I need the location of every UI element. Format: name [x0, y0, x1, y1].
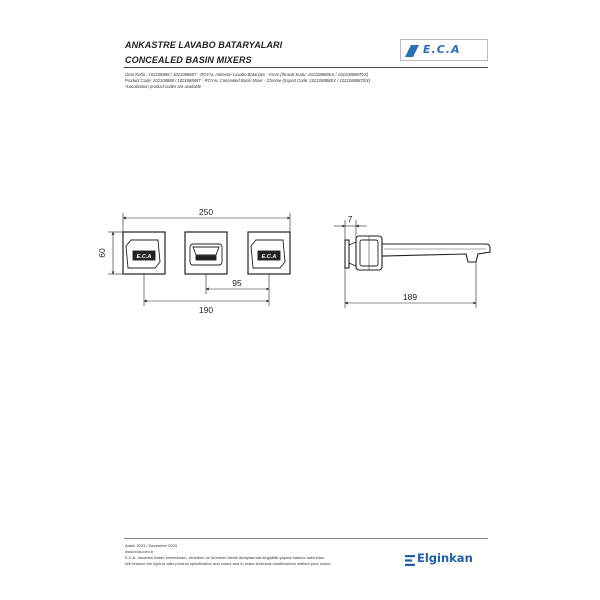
dim-250: 250	[198, 207, 214, 217]
footer-divider	[124, 538, 488, 539]
footer-website: www.eca.com.tr	[125, 549, 154, 554]
dim-95: 95	[232, 278, 242, 288]
elginkan-text: Elginkan	[417, 551, 473, 565]
elginkan-mark	[405, 553, 415, 564]
dim-60: 60	[97, 248, 107, 258]
left-handle-logo: E.C.A	[136, 254, 152, 260]
dim-190: 190	[198, 305, 214, 315]
side-wall-plate	[345, 240, 349, 268]
elginkan-logo	[405, 551, 489, 567]
page-title-tr: ANKASTRE LAVABO BATARYALARI	[125, 40, 283, 50]
spout	[382, 244, 490, 262]
dim-7: 7	[347, 214, 353, 224]
right-handle-logo: E.C.A	[261, 254, 277, 260]
footer-note-en: We reserve the right to alter product specification and colors and to make technical modifications without prior notice.	[125, 561, 332, 566]
dim-189: 189	[402, 292, 418, 302]
footer-note-tr: E.C.A. önceden haber vermeksizin, ürünlerin ve ürünlerin teknik detaylarında değişiklik yapma hakkını saklı tutar.	[125, 555, 325, 560]
footer-date: Aralık 2023 / December 2023	[125, 543, 178, 548]
product-code-en: Product Code: 102108888 / 102108888T - ROYAL Concealed Basin Mixer - Chrome (Export Code: 102108888EX / 102108888TEX)	[125, 78, 371, 83]
product-code-tr: Ürün Kodu : 102108888 / 102108888T - ROYAL Ankastre Lavabo Bataryası - Krom (İhracat Kodu: 102108888EX / 102108888TEX)	[125, 72, 369, 77]
localization-note: *Localization product codes are available	[125, 84, 202, 89]
eca-logo-text: E.C.A	[423, 43, 461, 56]
page-title-en: CONCEALED BASIN MIXERS	[125, 55, 252, 65]
